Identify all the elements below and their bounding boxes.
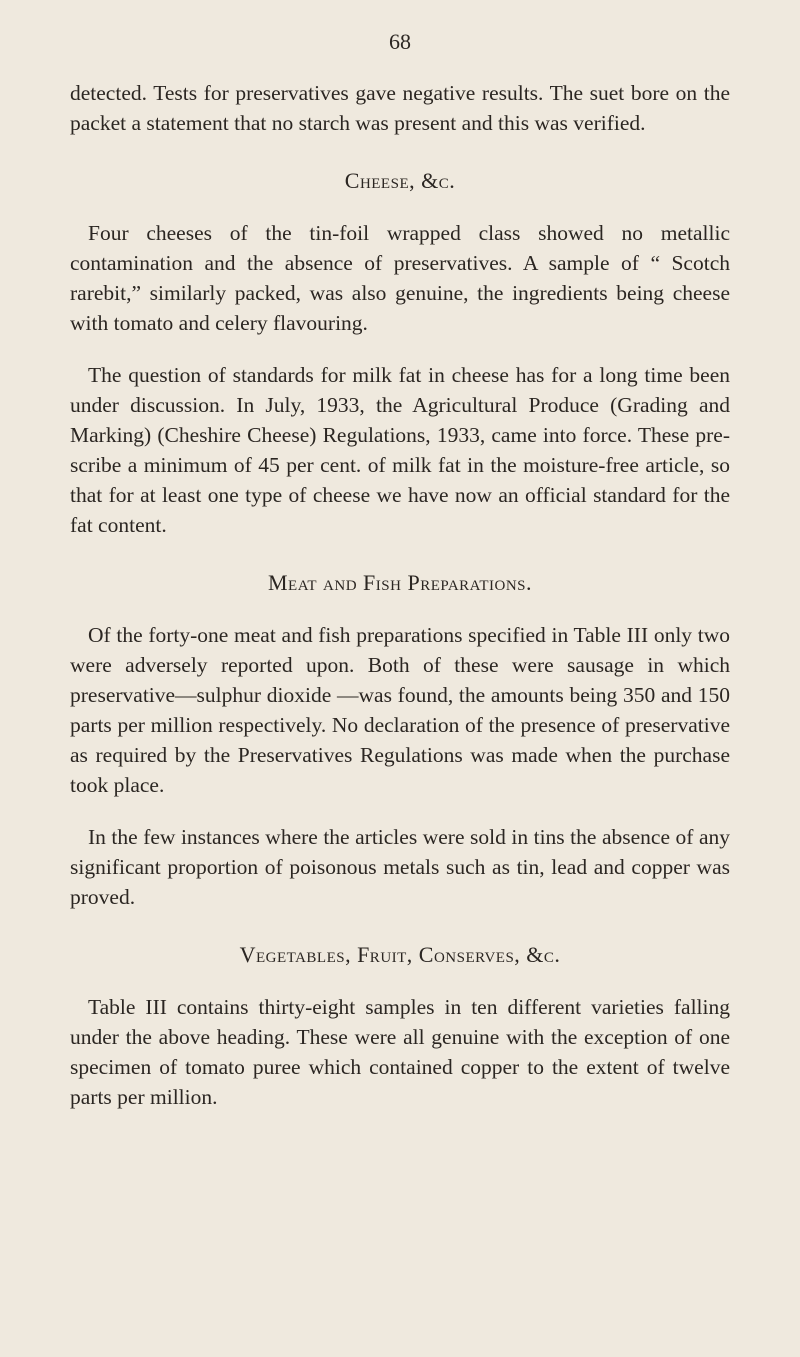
section-heading-meat-fish: Meat and Fish Preparations.: [268, 570, 532, 595]
paragraph-suet: detected. Tests for preservatives gave negative results. The suet bore on the packet a statement that no starch was present and this was verified.: [70, 81, 730, 135]
paragraph-meat-fish-results: Of the forty-one meat and fish preparations specified in Table III only two were adversely reported upon. Both of these were sausage in which preservative—sulphur dioxide —was found, the amounts being 350 and 150 parts per million respectively. No declaration of the presence of preservative as required by the Preservatives Regulations was made when the purchase took place.: [70, 623, 730, 797]
paragraph-tinned-articles: In the few instances where the articles were sold in tins the absence of any significant proportion of poisonous metals such as tin, lead and copper was proved.: [70, 825, 730, 909]
page-number: 68: [389, 29, 411, 54]
paragraph-cheese-standards: The question of standards for milk fat in cheese has for a long time been under discussion. In July, 1933, the Agricultural Produce (Grading and Marking) (Cheshire Cheese) Regulations, 1933, came into force. These pre-scribe a minimum of 45 per cent. of milk fat in the moisture-free article, so that for at least one type of cheese we have now an official standard for the fat content.: [70, 363, 730, 537]
paragraph-vegetables-results: Table III contains thirty-eight samples in ten different varieties falling under the above heading. These were all genuine with the exception of one specimen of tomato puree which contained copper to the extent of twelve parts per million.: [70, 995, 730, 1109]
section-heading-cheese: Cheese, &c.: [344, 168, 456, 193]
paragraph-cheese-contamination: Four cheeses of the tin-foil wrapped class showed no metallic contamination and the absence of preservatives. A sample of “ Scotch rarebit,” similarly packed, was also genuine, the ingredients being cheese with tomato and celery flavouring.: [70, 221, 730, 335]
section-heading-vegetables: Vegetables, Fruit, Conserves, &c.: [239, 942, 561, 967]
